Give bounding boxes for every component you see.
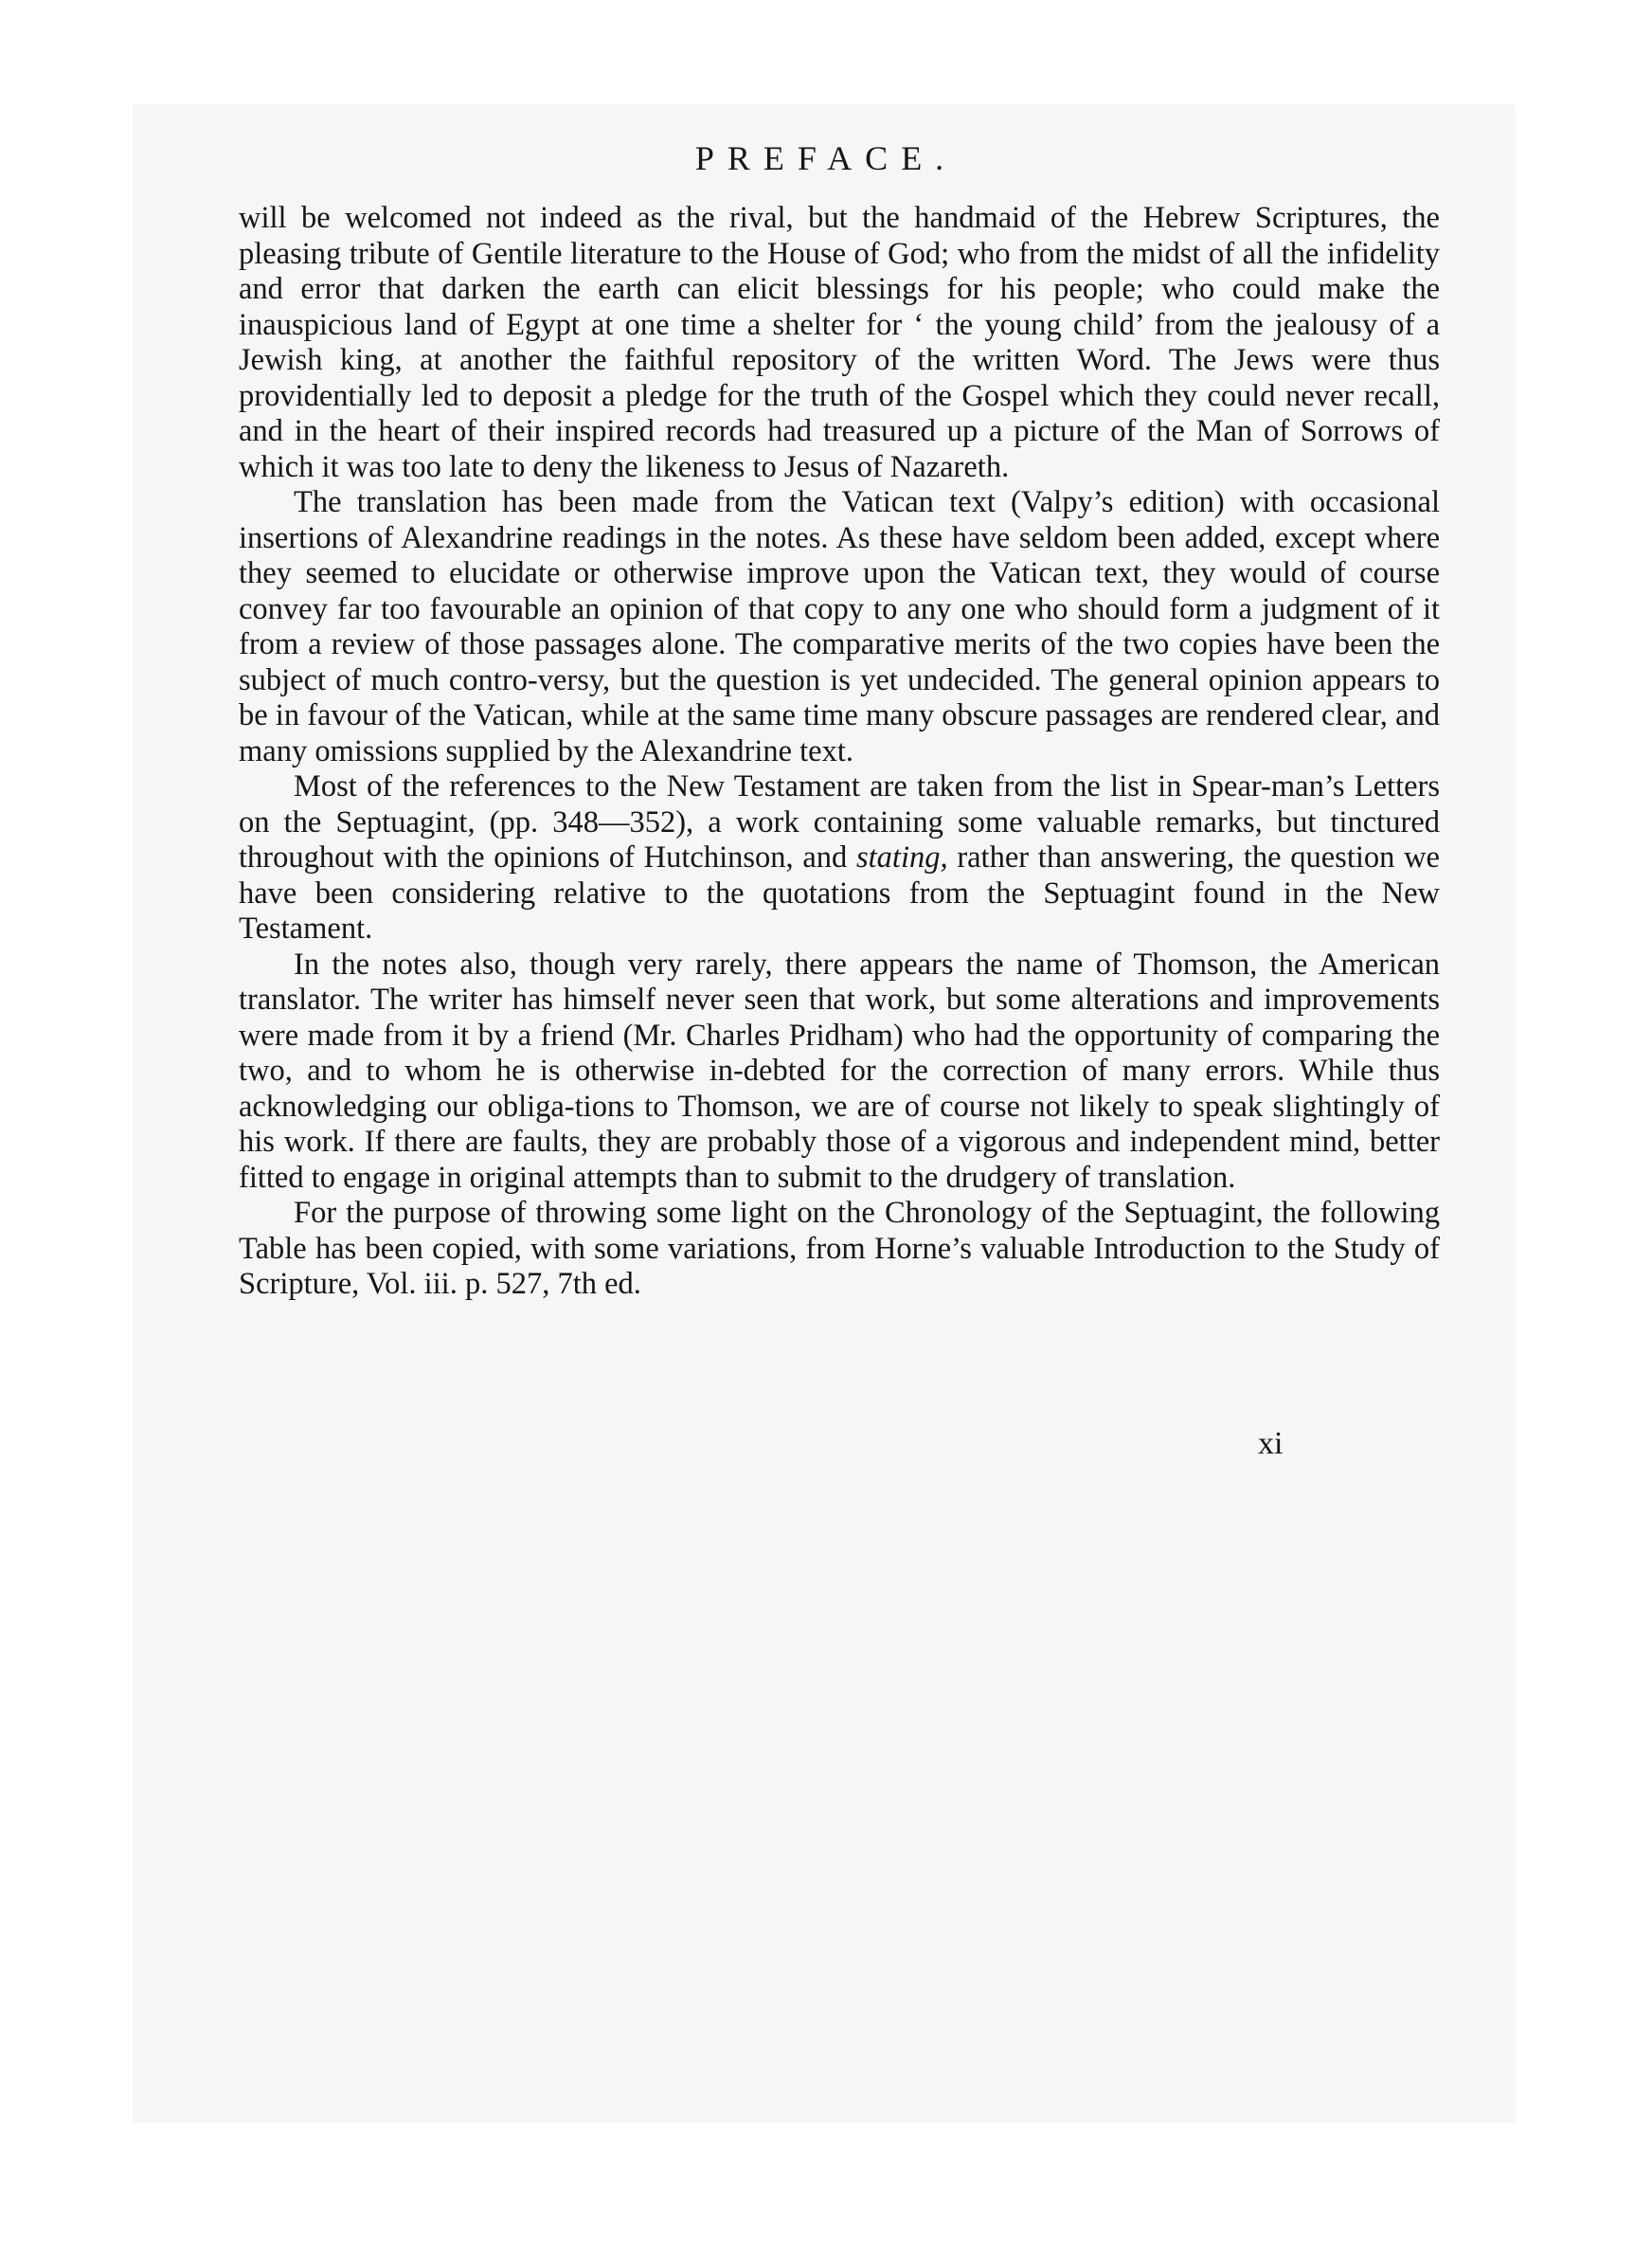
paragraph-text: rather than answering, the question we have been considering relative to the quotations from the Septuagint found in the New Testament. xyxy=(239,840,1440,946)
italic-word: stating, xyxy=(855,840,948,875)
paragraph-new-testament-references xyxy=(239,769,1440,948)
paragraph-text: Most of the references to the New Testament are taken from the list in Spear-man’s Letters on the Septuagint, (pp. 348—352), a work containing some valuable remarks, but tinctured throughout with the opinions of Hutchinson, and xyxy=(239,769,1440,875)
paragraph-chronology: For the purpose of throwing some light on the Chronology of the Septuagint, the following Table has been copied, with some variations, from Horne’s valuable Introduction to the Study of Scripture, Vol. iii. p. 527, 7th ed. xyxy=(239,1196,1440,1301)
running-title: PREFACE. xyxy=(694,139,958,177)
page-number: xi xyxy=(1258,1426,1284,1461)
paragraph-continuation: will be welcomed not indeed as the rival, but the handmaid of the Hebrew Scriptures, the pleasing tribute of Gentile literature to the House of God; who from the midst of all the infidelity and error that darken the earth can elicit blessings for his people; who could make the inauspicious land of Egypt at one time a shelter for ‘ the young child’ from the jealousy of a Jewish king, at another the faithful repository of the written Word. The Jews were thus providentially led to deposit a pledge for the truth of the Gospel which they could never recall, and in the heart of their inspired records had treasured up a picture of the Man of Sorrows of which it was too late to deny the likeness to Jesus of Nazareth. xyxy=(239,201,1440,484)
paragraph-translation-source: The translation has been made from the Vatican text (Valpy’s edition) with occasional insertions of Alexandrine readings in the notes. As these have seldom been added, except where they seemed to elucidate or otherwise improve upon the Vatican text, they would of course convey far too favourable an opinion of that copy to any one who should form a judgment of it from a review of those passages alone. The comparative merits of the two copies have been the subject of much contro-versy, but the question is yet undecided. The general opinion appears to be in favour of the Vatican, while at the same time many obscure passages are rendered clear, and many omissions supplied by the Alexandrine text. xyxy=(239,485,1440,768)
paragraph-thomson-notes: In the notes also, though very rarely, there appears the name of Thomson, the American translator. The writer has himself never seen that work, but some alterations and improvements were made from it by a friend (Mr. Charles Pridham) who had the opportunity of comparing the two, and to whom he is otherwise in-debted for the correction of many errors. While thus acknowledging our obliga-tions to Thomson, we are of course not likely to speak slightingly of his work. If there are faults, they are probably those of a vigorous and independent mind, better fitted to engage in original attempts than to submit to the drudgery of translation. xyxy=(239,947,1440,1195)
body-text xyxy=(239,201,1440,1303)
